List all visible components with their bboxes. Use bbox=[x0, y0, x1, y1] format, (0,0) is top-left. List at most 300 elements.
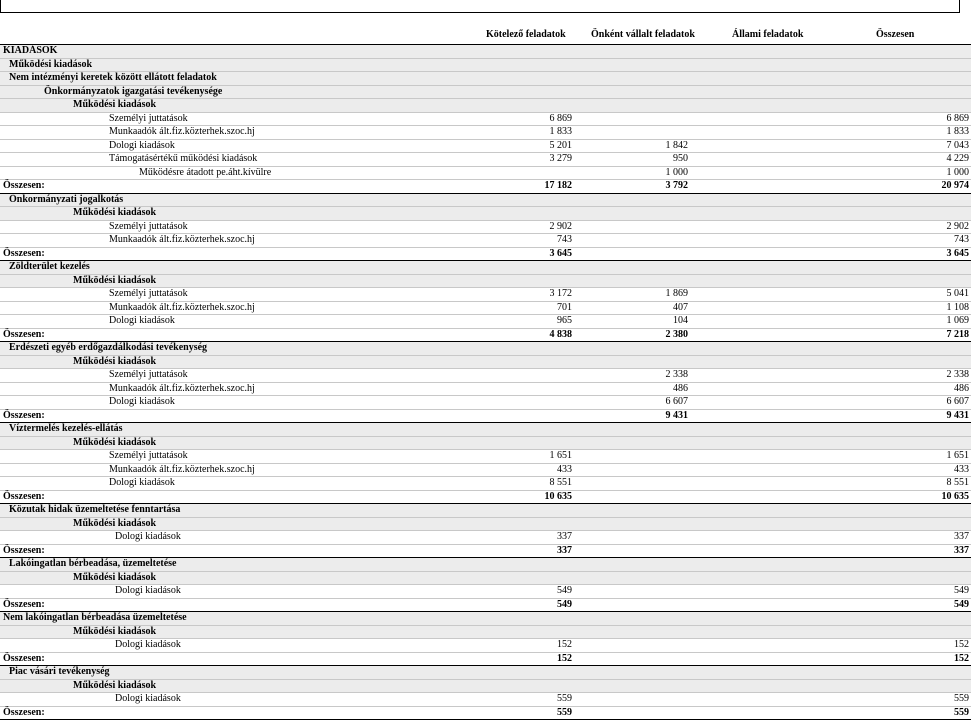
cell-osszesen: 337 bbox=[819, 531, 971, 545]
cell-kotelezo: 3 172 bbox=[505, 288, 574, 302]
cell-allami bbox=[690, 261, 819, 275]
cell-allami bbox=[690, 585, 819, 599]
cell-osszesen: 549 bbox=[819, 598, 971, 612]
row-label: Támogatásértékű működési kiadások bbox=[0, 153, 505, 167]
cell-allami bbox=[690, 193, 819, 207]
cell-kotelezo: 2 902 bbox=[505, 220, 574, 234]
cell-allami bbox=[690, 612, 819, 626]
cell-kotelezo bbox=[505, 558, 574, 572]
cell-kotelezo: 433 bbox=[505, 463, 574, 477]
cell-allami bbox=[690, 274, 819, 288]
cell-kotelezo: 17 182 bbox=[505, 180, 574, 194]
cell-osszesen bbox=[819, 571, 971, 585]
cell-osszesen bbox=[819, 45, 971, 59]
row-label: Közutak hidak üzemeltetése fenntartása bbox=[0, 504, 505, 518]
cell-kotelezo: 6 869 bbox=[505, 112, 574, 126]
cell-kotelezo bbox=[505, 207, 574, 221]
cell-onkent bbox=[574, 612, 690, 626]
section-header-row bbox=[0, 355, 971, 369]
cell-allami bbox=[690, 652, 819, 666]
cell-osszesen: 559 bbox=[819, 706, 971, 720]
row-label: Dologi kiadások bbox=[0, 639, 505, 653]
cell-allami bbox=[690, 436, 819, 450]
cell-onkent bbox=[574, 666, 690, 680]
row-label: Munkaadók ált.fiz.közterhek.szoc.hj bbox=[0, 126, 505, 140]
row-label: Működési kiadások bbox=[0, 99, 505, 113]
cell-osszesen: 20 974 bbox=[819, 180, 971, 194]
table-row bbox=[0, 288, 971, 302]
cell-kotelezo: 3 645 bbox=[505, 247, 574, 261]
cell-osszesen bbox=[819, 58, 971, 72]
cell-onkent: 9 431 bbox=[574, 409, 690, 423]
cell-kotelezo bbox=[505, 58, 574, 72]
row-label: Működésre átadott pe.áht.kívülre bbox=[0, 166, 505, 180]
table-row bbox=[0, 166, 971, 180]
cell-onkent bbox=[574, 463, 690, 477]
cell-onkent: 2 380 bbox=[574, 328, 690, 342]
section-header-row bbox=[0, 679, 971, 693]
table-row bbox=[0, 139, 971, 153]
cell-onkent bbox=[574, 706, 690, 720]
cell-allami bbox=[690, 234, 819, 248]
cell-allami bbox=[690, 639, 819, 653]
cell-onkent bbox=[574, 679, 690, 693]
cell-kotelezo: 1 833 bbox=[505, 126, 574, 140]
row-label: Dologi kiadások bbox=[0, 477, 505, 491]
section-header-row bbox=[0, 423, 971, 437]
cell-kotelezo bbox=[505, 72, 574, 86]
section-header-row bbox=[0, 571, 971, 585]
cell-osszesen: 743 bbox=[819, 234, 971, 248]
cell-onkent bbox=[574, 355, 690, 369]
section-header-row bbox=[0, 436, 971, 450]
section-header-row bbox=[0, 517, 971, 531]
row-label: Dologi kiadások bbox=[0, 585, 505, 599]
cell-kotelezo: 3 279 bbox=[505, 153, 574, 167]
total-row bbox=[0, 544, 971, 558]
table-row bbox=[0, 369, 971, 383]
cell-osszesen bbox=[819, 72, 971, 86]
row-label: Munkaadók ált.fiz.közterhek.szoc.hj bbox=[0, 234, 505, 248]
total-row bbox=[0, 247, 971, 261]
section-header-row bbox=[0, 558, 971, 572]
section-header-row bbox=[0, 612, 971, 626]
cell-kotelezo bbox=[505, 166, 574, 180]
cell-kotelezo bbox=[505, 261, 574, 275]
cell-kotelezo bbox=[505, 342, 574, 356]
cell-kotelezo bbox=[505, 193, 574, 207]
total-row bbox=[0, 490, 971, 504]
cell-allami bbox=[690, 666, 819, 680]
cell-onkent bbox=[574, 436, 690, 450]
cell-allami bbox=[690, 423, 819, 437]
table-row bbox=[0, 382, 971, 396]
cell-osszesen bbox=[819, 558, 971, 572]
row-label: Működési kiadások bbox=[0, 207, 505, 221]
row-label: Összesen: bbox=[0, 598, 505, 612]
cell-osszesen: 7 043 bbox=[819, 139, 971, 153]
cell-allami bbox=[690, 598, 819, 612]
cell-onkent bbox=[574, 544, 690, 558]
cell-allami bbox=[690, 382, 819, 396]
cell-kotelezo: 743 bbox=[505, 234, 574, 248]
cell-kotelezo: 5 201 bbox=[505, 139, 574, 153]
cell-onkent bbox=[574, 517, 690, 531]
cell-onkent: 407 bbox=[574, 301, 690, 315]
top-empty-cell bbox=[0, 0, 960, 13]
cell-osszesen: 1 833 bbox=[819, 126, 971, 140]
row-label: Összesen: bbox=[0, 544, 505, 558]
column-header-allami: Állami feladatok bbox=[732, 29, 804, 40]
cell-allami bbox=[690, 288, 819, 302]
cell-allami bbox=[690, 558, 819, 572]
cell-osszesen: 5 041 bbox=[819, 288, 971, 302]
column-header-onkent: Önként vállalt feladatok bbox=[591, 29, 695, 40]
cell-onkent bbox=[574, 531, 690, 545]
cell-osszesen bbox=[819, 423, 971, 437]
cell-osszesen bbox=[819, 666, 971, 680]
cell-kotelezo bbox=[505, 369, 574, 383]
table-row bbox=[0, 301, 971, 315]
cell-onkent bbox=[574, 234, 690, 248]
cell-allami bbox=[690, 99, 819, 113]
cell-allami bbox=[690, 544, 819, 558]
cell-allami bbox=[690, 72, 819, 86]
cell-allami bbox=[690, 180, 819, 194]
cell-osszesen: 10 635 bbox=[819, 490, 971, 504]
cell-allami bbox=[690, 139, 819, 153]
cell-allami bbox=[690, 126, 819, 140]
cell-kotelezo: 152 bbox=[505, 639, 574, 653]
cell-allami bbox=[690, 207, 819, 221]
cell-onkent bbox=[574, 652, 690, 666]
row-label: Működési kiadások bbox=[0, 679, 505, 693]
row-label: Működési kiadások bbox=[0, 436, 505, 450]
row-label: Működési kiadások bbox=[0, 517, 505, 531]
cell-allami bbox=[690, 490, 819, 504]
section-header-row bbox=[0, 72, 971, 86]
cell-allami bbox=[690, 85, 819, 99]
cell-osszesen: 2 338 bbox=[819, 369, 971, 383]
cell-onkent bbox=[574, 72, 690, 86]
cell-onkent bbox=[574, 571, 690, 585]
cell-onkent bbox=[574, 639, 690, 653]
cell-allami bbox=[690, 342, 819, 356]
section-header-row bbox=[0, 666, 971, 680]
cell-kotelezo bbox=[505, 625, 574, 639]
cell-onkent bbox=[574, 207, 690, 221]
cell-osszesen: 9 431 bbox=[819, 409, 971, 423]
cell-osszesen bbox=[819, 679, 971, 693]
cell-osszesen: 1 651 bbox=[819, 450, 971, 464]
section-header-row bbox=[0, 207, 971, 221]
row-label: Önkormányzatok igazgatási tevékenysége bbox=[0, 85, 505, 99]
table-row bbox=[0, 450, 971, 464]
column-header-row bbox=[0, 29, 960, 43]
section-header-row bbox=[0, 85, 971, 99]
cell-kotelezo: 10 635 bbox=[505, 490, 574, 504]
cell-allami bbox=[690, 301, 819, 315]
cell-osszesen bbox=[819, 625, 971, 639]
cell-onkent bbox=[574, 193, 690, 207]
cell-allami bbox=[690, 625, 819, 639]
cell-kotelezo bbox=[505, 612, 574, 626]
cell-allami bbox=[690, 531, 819, 545]
row-label: Összesen: bbox=[0, 180, 505, 194]
cell-osszesen: 2 902 bbox=[819, 220, 971, 234]
cell-allami bbox=[690, 409, 819, 423]
table-row bbox=[0, 477, 971, 491]
total-row bbox=[0, 409, 971, 423]
cell-onkent bbox=[574, 126, 690, 140]
total-row bbox=[0, 180, 971, 194]
cell-osszesen: 1 069 bbox=[819, 315, 971, 329]
table-row bbox=[0, 463, 971, 477]
row-label: Önkormányzati jogalkotás bbox=[0, 193, 505, 207]
cell-kotelezo bbox=[505, 504, 574, 518]
section-header-row bbox=[0, 274, 971, 288]
cell-allami bbox=[690, 693, 819, 707]
row-label: Dologi kiadások bbox=[0, 396, 505, 410]
row-label: Dologi kiadások bbox=[0, 315, 505, 329]
cell-osszesen: 559 bbox=[819, 693, 971, 707]
cell-onkent bbox=[574, 625, 690, 639]
cell-kotelezo: 4 838 bbox=[505, 328, 574, 342]
cell-kotelezo bbox=[505, 99, 574, 113]
cell-kotelezo bbox=[505, 45, 574, 59]
row-label: Nem lakóingatlan bérbeadása üzemeltetése bbox=[0, 612, 505, 626]
cell-allami bbox=[690, 355, 819, 369]
cell-kotelezo bbox=[505, 571, 574, 585]
cell-allami bbox=[690, 45, 819, 59]
cell-kotelezo bbox=[505, 517, 574, 531]
table-row bbox=[0, 220, 971, 234]
cell-onkent: 1 842 bbox=[574, 139, 690, 153]
cell-kotelezo bbox=[505, 274, 574, 288]
cell-osszesen: 486 bbox=[819, 382, 971, 396]
section-header-row bbox=[0, 261, 971, 275]
row-label: Zöldterület kezelés bbox=[0, 261, 505, 275]
cell-osszesen bbox=[819, 355, 971, 369]
cell-osszesen bbox=[819, 342, 971, 356]
cell-onkent: 3 792 bbox=[574, 180, 690, 194]
table-row bbox=[0, 396, 971, 410]
cell-onkent bbox=[574, 220, 690, 234]
cell-osszesen: 6 607 bbox=[819, 396, 971, 410]
cell-onkent bbox=[574, 99, 690, 113]
cell-onkent bbox=[574, 112, 690, 126]
total-row bbox=[0, 706, 971, 720]
cell-allami bbox=[690, 477, 819, 491]
row-label: Személyi juttatások bbox=[0, 220, 505, 234]
cell-onkent bbox=[574, 247, 690, 261]
cell-onkent bbox=[574, 274, 690, 288]
row-label: Személyi juttatások bbox=[0, 288, 505, 302]
row-label: KIADÁSOK bbox=[0, 45, 505, 59]
row-label: Víztermelés kezelés-ellátás bbox=[0, 423, 505, 437]
cell-osszesen bbox=[819, 436, 971, 450]
row-label: Összesen: bbox=[0, 706, 505, 720]
table-row bbox=[0, 112, 971, 126]
table-row bbox=[0, 639, 971, 653]
cell-allami bbox=[690, 315, 819, 329]
row-label: Működési kiadások bbox=[0, 274, 505, 288]
cell-onkent bbox=[574, 693, 690, 707]
cell-osszesen bbox=[819, 517, 971, 531]
row-label: Működési kiadások bbox=[0, 58, 505, 72]
row-label: Munkaadók ált.fiz.közterhek.szoc.hj bbox=[0, 382, 505, 396]
row-label: Erdészeti egyéb erdőgazdálkodási tevékenység bbox=[0, 342, 505, 356]
cell-kotelezo: 559 bbox=[505, 693, 574, 707]
section-header-row bbox=[0, 342, 971, 356]
cell-osszesen bbox=[819, 261, 971, 275]
row-label: Összesen: bbox=[0, 328, 505, 342]
cell-kotelezo: 559 bbox=[505, 706, 574, 720]
cell-osszesen bbox=[819, 99, 971, 113]
cell-onkent bbox=[574, 490, 690, 504]
cell-kotelezo: 152 bbox=[505, 652, 574, 666]
cell-kotelezo bbox=[505, 436, 574, 450]
table-row bbox=[0, 315, 971, 329]
cell-kotelezo: 549 bbox=[505, 585, 574, 599]
section-header-row bbox=[0, 625, 971, 639]
table-row bbox=[0, 585, 971, 599]
cell-allami bbox=[690, 679, 819, 693]
cell-onkent bbox=[574, 423, 690, 437]
cell-allami bbox=[690, 504, 819, 518]
cell-allami bbox=[690, 463, 819, 477]
row-label: Lakóingatlan bérbeadása, üzemeltetése bbox=[0, 558, 505, 572]
cell-allami bbox=[690, 571, 819, 585]
cell-onkent: 1 000 bbox=[574, 166, 690, 180]
table-row bbox=[0, 126, 971, 140]
cell-onkent: 104 bbox=[574, 315, 690, 329]
cell-onkent bbox=[574, 558, 690, 572]
column-header-kotelezo: Kötelező feladatok bbox=[486, 29, 566, 40]
cell-osszesen: 152 bbox=[819, 639, 971, 653]
cell-allami bbox=[690, 220, 819, 234]
row-label: Összesen: bbox=[0, 247, 505, 261]
row-label: Dologi kiadások bbox=[0, 139, 505, 153]
table-row bbox=[0, 234, 971, 248]
cell-osszesen bbox=[819, 274, 971, 288]
cell-onkent bbox=[574, 342, 690, 356]
cell-kotelezo bbox=[505, 382, 574, 396]
row-label: Munkaadók ált.fiz.közterhek.szoc.hj bbox=[0, 463, 505, 477]
section-header-row bbox=[0, 193, 971, 207]
cell-allami bbox=[690, 369, 819, 383]
cell-osszesen: 6 869 bbox=[819, 112, 971, 126]
section-header-row bbox=[0, 45, 971, 59]
cell-osszesen: 8 551 bbox=[819, 477, 971, 491]
cell-osszesen bbox=[819, 612, 971, 626]
row-label: Személyi juttatások bbox=[0, 112, 505, 126]
cell-osszesen: 1 108 bbox=[819, 301, 971, 315]
cell-onkent bbox=[574, 477, 690, 491]
cell-kotelezo bbox=[505, 355, 574, 369]
cell-allami bbox=[690, 153, 819, 167]
row-label: Személyi juttatások bbox=[0, 450, 505, 464]
row-label: Személyi juttatások bbox=[0, 369, 505, 383]
cell-allami bbox=[690, 166, 819, 180]
cell-onkent bbox=[574, 261, 690, 275]
row-label: Dologi kiadások bbox=[0, 531, 505, 545]
cell-allami bbox=[690, 450, 819, 464]
cell-onkent bbox=[574, 58, 690, 72]
cell-allami bbox=[690, 58, 819, 72]
cell-osszesen bbox=[819, 504, 971, 518]
row-label: Működési kiadások bbox=[0, 355, 505, 369]
row-label: Összesen: bbox=[0, 409, 505, 423]
cell-allami bbox=[690, 328, 819, 342]
cell-allami bbox=[690, 517, 819, 531]
section-header-row bbox=[0, 99, 971, 113]
cell-onkent: 6 607 bbox=[574, 396, 690, 410]
cell-onkent bbox=[574, 585, 690, 599]
cell-allami bbox=[690, 396, 819, 410]
cell-kotelezo: 1 651 bbox=[505, 450, 574, 464]
cell-osszesen: 152 bbox=[819, 652, 971, 666]
cell-osszesen: 3 645 bbox=[819, 247, 971, 261]
cell-kotelezo bbox=[505, 423, 574, 437]
cell-onkent bbox=[574, 504, 690, 518]
row-label: Nem intézményi keretek között ellátott feladatok bbox=[0, 72, 505, 86]
table-row bbox=[0, 693, 971, 707]
row-label: Összesen: bbox=[0, 652, 505, 666]
cell-osszesen: 4 229 bbox=[819, 153, 971, 167]
cell-onkent bbox=[574, 85, 690, 99]
cell-onkent: 1 869 bbox=[574, 288, 690, 302]
section-header-row bbox=[0, 504, 971, 518]
cell-allami bbox=[690, 112, 819, 126]
cell-allami bbox=[690, 247, 819, 261]
column-header-osszesen: Összesen bbox=[876, 29, 915, 40]
row-label: Működési kiadások bbox=[0, 625, 505, 639]
cell-onkent bbox=[574, 450, 690, 464]
cell-onkent bbox=[574, 598, 690, 612]
cell-kotelezo bbox=[505, 396, 574, 410]
cell-kotelezo bbox=[505, 409, 574, 423]
row-label: Összesen: bbox=[0, 490, 505, 504]
total-row bbox=[0, 328, 971, 342]
total-row bbox=[0, 598, 971, 612]
table-row bbox=[0, 531, 971, 545]
cell-onkent: 486 bbox=[574, 382, 690, 396]
cell-osszesen bbox=[819, 207, 971, 221]
cell-kotelezo bbox=[505, 666, 574, 680]
cell-osszesen: 337 bbox=[819, 544, 971, 558]
cell-osszesen: 7 218 bbox=[819, 328, 971, 342]
row-label: Piac vásári tevékenység bbox=[0, 666, 505, 680]
cell-osszesen bbox=[819, 85, 971, 99]
table-row bbox=[0, 153, 971, 167]
cell-osszesen: 433 bbox=[819, 463, 971, 477]
cell-onkent: 950 bbox=[574, 153, 690, 167]
cell-allami bbox=[690, 706, 819, 720]
cell-kotelezo: 965 bbox=[505, 315, 574, 329]
row-label: Munkaadók ált.fiz.közterhek.szoc.hj bbox=[0, 301, 505, 315]
cell-onkent bbox=[574, 45, 690, 59]
cell-kotelezo bbox=[505, 85, 574, 99]
cell-osszesen: 549 bbox=[819, 585, 971, 599]
cell-onkent: 2 338 bbox=[574, 369, 690, 383]
expenditure-table bbox=[0, 44, 971, 720]
row-label: Dologi kiadások bbox=[0, 693, 505, 707]
row-label: Működési kiadások bbox=[0, 571, 505, 585]
cell-kotelezo: 337 bbox=[505, 544, 574, 558]
cell-kotelezo: 701 bbox=[505, 301, 574, 315]
cell-kotelezo bbox=[505, 679, 574, 693]
